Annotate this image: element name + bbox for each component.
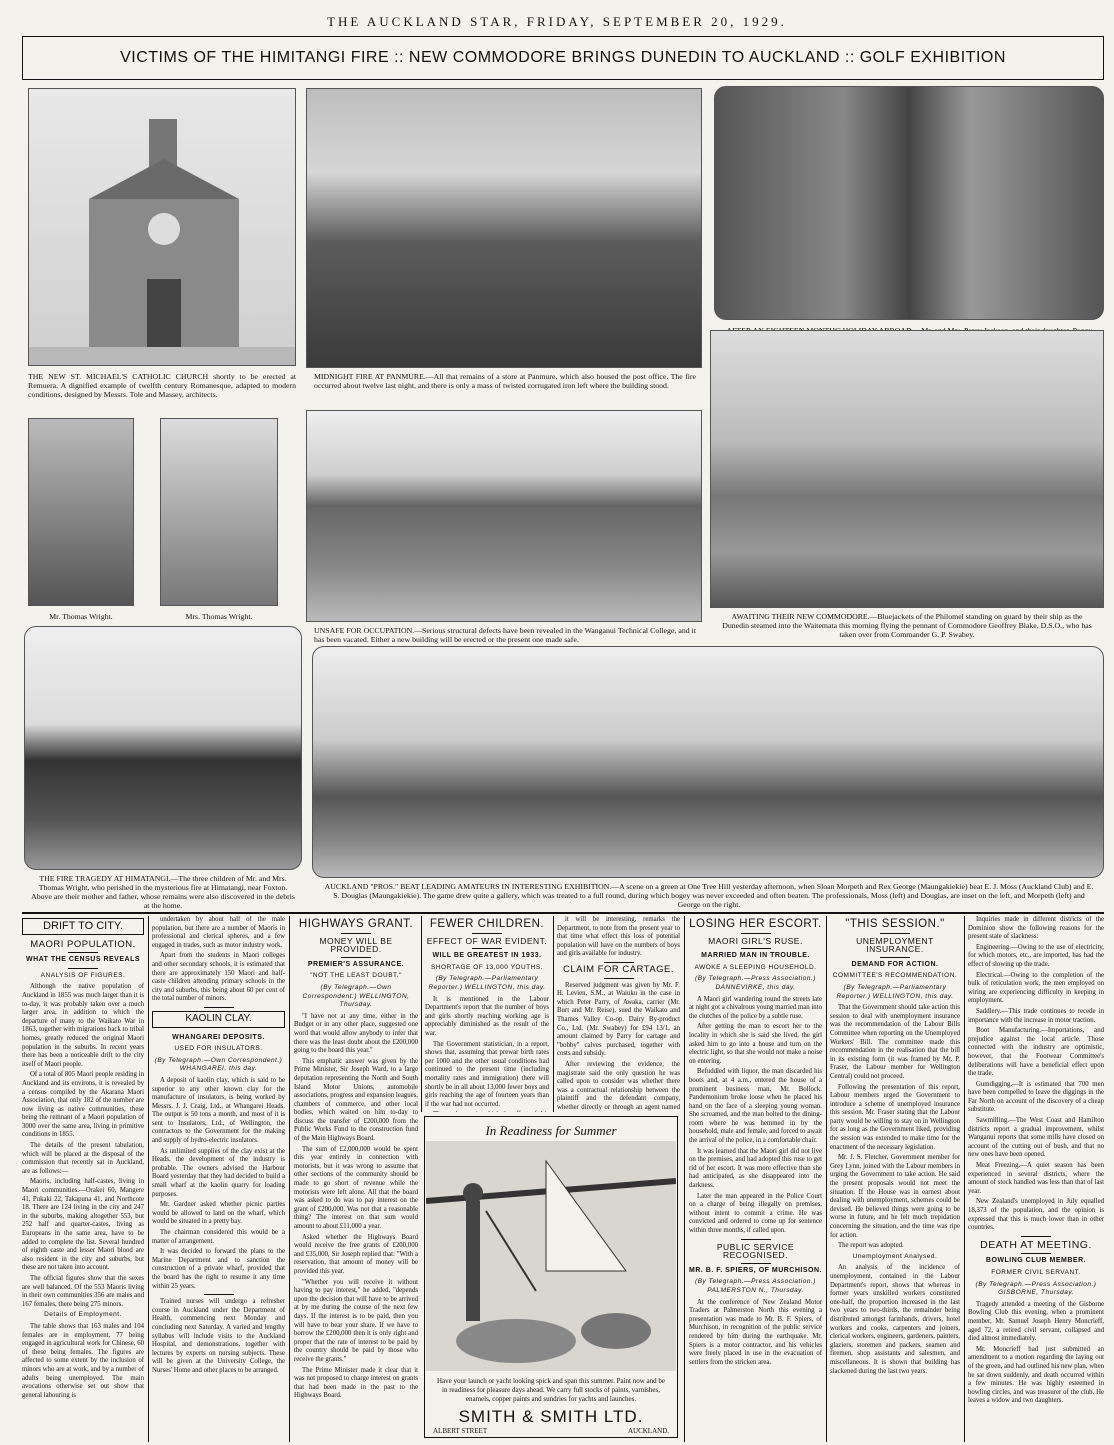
divider [341, 957, 371, 958]
dateline: (By Telegraph.—Press Association.) DANNEVIRKE, this day. [695, 975, 816, 991]
fire-ruins-photo [306, 88, 702, 368]
article-subhead: DEMAND FOR ACTION. [851, 960, 939, 968]
article-subhead: MARRIED MAN IN TROUBLE. [701, 952, 810, 960]
paragraph: A deposit of kaolin clay, which is said to be superior to any other known clay for the manufacture of insulators, is being worked by Messrs. J. J. Craig, Ltd., at Whangarei Heads. The output is 50 tons a month, and most of it is sent to Insulators, Ltd., of Wellington, the contractors to the Government for the making and supply of hydro-electric insulators. [152, 1076, 285, 1145]
paragraph: Gumdigging.—It is estimated that 700 men have been compelled to leave the diggings in the Far North on account of the discovery of a cheap substitute. [968, 1080, 1104, 1114]
article-headline: KAOLIN CLAY. [152, 1011, 285, 1028]
smith-and-smith-advertisement [424, 1116, 678, 1438]
ad-city: AUCKLAND. [627, 1427, 669, 1435]
college-caption: UNSAFE FOR OCCUPATION.—Serious structural defects have been revealed in the Wanganui Technical College, and it has been vacated. Either a new building will be erected or the present one made safe. [314, 626, 696, 644]
golf-caption: AUCKLAND "PROS." BEAT LEADING AMATEURS IN INTERESTING EXHIBITION.—A scene on a green at One Tree Hill yesterday afternoon, when Sloan Morpeth and Rex George (Maungakiekie) beat E. J. Moss (Auckland Club) and E. S. Douglas (Maungakiekie). The game drew quite a gallery, which was treated to a full round, during which bogey was never exceeded and often beaten. The professionals, Moss (left) and Douglas, are inset on the left, and Morpeth (left) and George on the right. [324, 882, 1094, 909]
dateline: (By Telegraph.—Press Association.) GISBORNE, Thursday. [975, 1280, 1097, 1297]
paragraph: At the conference of New Zealand Motor Traders at Palmerston North this evening a presentation was made to Mr. B. F. Spiers, of Murchison, in recognition of the public service rendered by him during the earthquake. Mr. Spiers is a motor contractor, and his vehicles were freely placed in use in the evacuation of settlers from the stricken area. [689, 1298, 822, 1366]
paragraph: The sum of £2,000,000 would be spent this year entirely in connection with motorists, but it was wrong to assume that other sections of the community should be made to go short of revenue while the motorists were left alone. All that the board was asked to do was to pay interest on the grant of £200,000. Was not that a reasonable thing? The interest on that sum would amount to about £11,000 a year. [294, 1145, 418, 1230]
article-losing-her-escort [689, 916, 822, 1442]
article-subhead: EFFECT OF WAR EVIDENT. [426, 935, 548, 946]
article-subhead: ANALYSIS OF FIGURES. [40, 971, 126, 979]
divider [604, 962, 634, 963]
paragraph: After getting the man to escort her to the locality in which she is said she lived, the girl asked him to go into a house and turn on the electric light, so that she would not make a noise on entering. [689, 1023, 822, 1065]
divider [68, 952, 98, 953]
divider [880, 957, 910, 958]
paragraph: The table shows that 163 males and 104 females are in employment, 77 being engaged in agricultural work for Chinese, 60 of these being females. The figures are affected to some extent by the inclusion of minors who are at work, and by a number of adults being unemployed. The main avocations otherwise set out show that general labouring is [22, 1322, 144, 1399]
paragraph: Befuddled with liquor, the man discarded his boots and, at 4 a.m., entered the house of a prominent business man, Mr. Bollock. Pandemonium broke loose when he placed his hand on the face of a sleeping young woman. She screamed, and the man bolted to the dining-room where he was hemmed in by the household, male and female, and forced to await the arrival of the police, in a comfortable chair. [689, 1068, 822, 1145]
paragraph [425, 1111, 549, 1112]
children-on-horse-photo [24, 626, 302, 870]
paragraph: It was learned that the Maori girl did not live on the premises, and had adopted this ruse to get rid of her escort. It was more effective than she had anticipated, as she disappeared into the darkness. [689, 1147, 822, 1190]
paragraph: Although the native population of Auckland in 1855 was much larger than it is to-day, it was probably taken over a much larger area, in addition to which the departure of many to the Waikato War in 1863, together with migrations back to tribal homes, greatly reduced the original Maori population in the suburbs. In recent years there has been a noticeable drift to the city itself of Maori people. [22, 983, 144, 1068]
article-headline: CLAIM FOR CARTAGE. [562, 963, 675, 975]
paragraph: A Maori girl wandering round the streets late at night got a chivalrous young married man into the clutches of the police by a subtle ruse. [689, 995, 822, 1020]
ad-brand: SMITH & SMITH LTD. [458, 1407, 644, 1426]
divider [68, 968, 98, 969]
paragraph: An analysis of the incidence of unemployment, contained in the Labour Department's report, shows that whereas in former years unskilled workers constituted one-half, the proportion increased in the last two years to two-thirds, the remainder being distributed amongst farmhands, drivers, hotel workers and cooks, carpenters and joiners, clerical workers, engineers, gardeners, painters, glaziers, storemen and packers, seamen and firemen, shop assistants and salesmen, and miscellaneous. It is shown that building has slackened during the last two years. [830, 1264, 960, 1375]
divider [741, 1263, 771, 1264]
dateline: (By Telegraph.—Own Correspondent.) WELLINGTON, Thursday. [302, 983, 410, 1009]
masthead: THE AUCKLAND STAR, FRIDAY, SEPTEMBER 20, 1929. [327, 14, 787, 29]
mr-wright-photo [28, 418, 134, 606]
paragraph: That the Government should take action this session to deal with unemployment insurance was the recommendation of the Labour Bills Committee when reporting on the Unemployed Workers' Bill. The committee made this recommendation in the realisation that the bill in its existing form (it was framed by Mr. P. Fraser, the Labour member for Wellington Central) could not proceed. [830, 1004, 960, 1080]
paragraph: Maoris, including half-castes, living in Maori communities.—Orakei 60, Mangere 41, Pukaki 22, Takapuna 41, and Northcote 18. There are 124 living in the city and 247 in the suburbs, making altogether 553, but 252 half and quarter-castes, living as Europeans in the same area, have to be added to complete the list. Several hundred of eighth caste and lesser Maori blood are also resident in the city and suburbs, but these are not taken into account. [22, 1178, 144, 1272]
article-headline: FEWER CHILDREN. [429, 918, 545, 930]
column-rule [421, 916, 422, 1112]
dunedin-ship-photo [710, 330, 1104, 608]
divider [741, 948, 771, 949]
column-rule [148, 916, 149, 1442]
paragraph: The report was adopted. [838, 1242, 904, 1250]
paragraph: Electrical.—Owing to the completion of the bulk of reticulation work, the men employed on wiring are experiencing difficulty in keeping in employment. [968, 971, 1104, 1005]
horse-caption: THE FIRE TRAGEDY AT HIMATANGI.—The three children of Mr. and Mrs. Thomas Wright, who perished in the mysterious fire at Himatangi, near Foxton. Above are their mother and father, whose remains were also discovered in the debris at the home. [31, 874, 295, 910]
divider [472, 948, 502, 949]
paragraph: Boot Manufacturing.—Importations, and prejudice against the local article. Those connected with the industry are optimistic, however, that the Footwear Committee's deliberations will have a beneficial effect upon the trade. [968, 1027, 1104, 1078]
article-kaolin-clay [152, 916, 285, 1442]
divider [741, 933, 771, 934]
article-subhead: SHORTAGE OF 13,000 YOUTHS. [431, 963, 543, 971]
article-headline: LOSING HER ESCORT. [689, 918, 822, 930]
article-subhead: PREMIER'S ASSURANCE. [307, 960, 405, 968]
paragraph: Sawmilling.—The West Coast and Hamilton districts report a gradual improvement, whilst Wanganui reports that some mills have closed on account of the cutting out of bush, and that no new ones have been opened. [968, 1117, 1104, 1159]
church-photo [28, 88, 296, 366]
ship-caption: AWAITING THEIR NEW COMMODORE.—Bluejackets of the Philomel standing on guard by their ship as the Dunedin steamed into the Waitemata this morning flying the pennant of Commodore Geoffrey Blake, D.S.O., who has taken over from Commander G. P. Swabey. [722, 612, 1092, 639]
church-caption: THE NEW ST. MICHAEL'S CATHOLIC CHURCH shortly to be erected at Remuera. A dignified example of twelfth century Romanesque, adapted to modern conditions, designed by Messrs. Tole and Massey, architects. [28, 372, 296, 399]
article-subhead: USED FOR INSULATORS. [174, 1045, 263, 1053]
paragraph: Mr. J. S. Fletcher, Government member for Grey Lynn, joined with the Labour members in urging the Government to take action. He said the present proposals would not meet the situation. If the House was in earnest about dealing with unemployment, schemes could be devised. He believed things were going to be worse in future, and he felt much trepidation concerning the situation, and the time was ripe for action. [830, 1154, 960, 1239]
paragraph: Saddlery.—This trade continues to recede in importance with the increase in motor traction. [968, 1007, 1104, 1024]
paragraph: it will be interesting, remarks the Department, to note from the present year to that time what effect this loss of potential population will have on the numbers of boys and girls available for industry. [557, 916, 680, 958]
column-rule [553, 916, 554, 1112]
paragraph: Mr. Gardner asked whether picnic parties would be allowed to land on the wharf, which would be situated in a pretty bay. [152, 1201, 285, 1226]
college-photo [306, 410, 702, 622]
paragraph: The details of the present tabulation, which will be placed at the disposal of the commission that recently sat in Auckland, are as follows:— [22, 1142, 144, 1175]
article-subhead: Details of Employment. [44, 1311, 122, 1319]
mr-wright-caption: Mr. Thomas Wright. [49, 612, 113, 621]
paragraph: As unlimited supplies of the clay exist at the Heads, the development of the industry is probable. The owners advised the Harbour Board yesterday that they had decided to build a small wharf at the kaolin quarry for loading purposes. [152, 1147, 285, 1198]
paragraph: Apart from the students in Maori colleges and other secondary schools, it is estimated that there are approximately 150 Maori and half-caste children attending primary schools in the city and suburbs, this being about 60 per cent of the total number of minors. [152, 952, 285, 1003]
paragraph: Later the man appeared in the Police Court on a charge of being illegally on premises, without intent to commit a crime. He was convicted and ordered to come up for sentence within three months, if called upon. [689, 1192, 822, 1234]
paragraph: New Zealand's unemployed in July equalled 18,373 of the population, and the opinion is expressed that this is much lower than in other countries. [968, 1198, 1104, 1232]
dateline: (By Telegraph.—Own Correspondent.) WHANGAREI, this day. [154, 1056, 283, 1073]
article-headline: DEATH AT MEETING. [980, 1238, 1092, 1251]
paragraph: undertaken by about half of the male population, but there are a number of Maoris in professional and clerical spheres, and a few engaged in trades, such as motor industry work. [152, 916, 285, 949]
golf-exhibition-photo [312, 646, 1104, 878]
column-rule [826, 916, 827, 1442]
dateline: (By Telegraph.—Parliamentary Reporter.) WELLINGTON, this day. [836, 983, 954, 1000]
divider [204, 1294, 234, 1295]
article-this-session [830, 916, 960, 1442]
article-headline: PUBLIC SERVICE RECOGNISED. [716, 1241, 795, 1261]
ad-street: ALBERT STREET [433, 1427, 488, 1435]
divider [741, 1239, 771, 1240]
article-drift-to-city [22, 916, 144, 1442]
article-subhead: WHANGAREI DEPOSITS. [172, 1033, 265, 1041]
article-subhead: WILL BE GREATEST IN 1933. [432, 952, 542, 960]
column-rule [684, 916, 685, 1442]
divider [472, 933, 502, 934]
dateline: (By Telegraph.—Press Association.) PALMERSTON N., Thursday. [695, 1278, 816, 1294]
column-rule [964, 916, 965, 1442]
paragraph: This emphatic answer was given by the Prime Minister, Sir Joseph Ward, to a large deputation representing the North and South Island Motor Unions, automobile associations, progress and expansion leagues, chambers of commerce, and other local bodies, which waited on him to-day to discuss the transfer of £200,000 from the Public Works Fund to the construction fund of the Main Highways Board. [294, 1057, 418, 1143]
paragraph: It was decided to forward the plans to the Marine Department and to sanction the construction of a private wharf, provided that the board has the right to resume it any time within 25 years. [152, 1248, 285, 1290]
article-death-at-meeting [968, 916, 1104, 1442]
mrs-wright-photo [160, 418, 278, 606]
paragraph: Meat Freezing.—A quiet season has been experienced in several districts, where the amount of stock handled was less than that of last year. [968, 1162, 1104, 1195]
article-headline: DRIFT TO CITY. [22, 918, 144, 935]
column-rule [289, 916, 290, 1442]
article-subhead: WHAT THE CENSUS REVEALS [25, 956, 141, 964]
ad-body: Have your launch or yacht looking spick and span this summer. Paint now and be in readiness for pleasure days ahead. We carry full stocks of paints, varnishes, enamels, copper paints and sundries for yachts and launches. [436, 1377, 666, 1403]
article-subhead: UNEMPLOYMENT INSURANCE. [856, 935, 934, 955]
paragraph: After reviewing the evidence, the magistrate said the only question he was called upon to consider was whether there was a contractual relationship between the plaintiff and the defendant company, whether directly or through an agent named [557, 1060, 680, 1111]
paragraph: Of a total of 805 Maori people residing in Auckland and its environs, it is revealed by a census compiled by the Akarana Maori Association, that only 182 of the number are now living as native communities, these being the remnant of a Maori population of 3000 over the same area, living in primitive conditions in 1855. [22, 1071, 144, 1139]
ad-title: In Readiness for Summer [485, 1123, 617, 1138]
divider [204, 1007, 234, 1008]
article-headline: HIGHWAYS GRANT. [298, 918, 414, 930]
article-subhead: FORMER CIVIL SERVANT. [991, 1268, 1081, 1276]
article-subhead: MAORI GIRL'S RUSE. [708, 935, 803, 946]
paragraph: "I have not at any time, either in the Budget or in any other place, suggested one word that would allow anybody to infer that there was the least doubt about the £200,000 going to the board this year." [294, 1012, 418, 1055]
divider [1021, 1253, 1051, 1254]
divider [1021, 1236, 1051, 1237]
mrs-wright-caption: Mrs. Thomas Wright. [185, 612, 253, 621]
church-illustration [29, 89, 296, 366]
paragraph: "Whether you will receive it without having to pay interest," he added, "depends upon the decision that will have to be arrived at by me during the course of the next few days. If the interest is to be paid, then you will have to bear your share. If we have to borrow the £200,000 then it is only right and proper that the rate of interest to be paid by the country should be paid by those who receive the grants." [294, 1278, 418, 1363]
jackson-family-photo [714, 86, 1104, 320]
article-subhead: AWOKE A SLEEPING HOUSEHOLD. [694, 963, 817, 971]
section-rule [22, 912, 1104, 914]
article-headline: "THIS SESSION." [845, 918, 945, 930]
paragraph: The official figures show that the sexes are well balanced. Of the 553 Maoris living in their own communities 356 are males and 167 females, there being 275 minors. [22, 1274, 144, 1308]
paragraph: The chairman considered this would be a matter of arrangement. [152, 1229, 285, 1245]
page-banner: VICTIMS OF THE HIMITANGI FIRE :: NEW COMMODORE BRINGS DUNEDIN TO AUCKLAND :: GOLF EXHIBITION [22, 36, 1104, 80]
paragraph: Following the presentation of this report, Labour members urged the Government to introduce a scheme of unemployed insurance this session. Mr. Fraser stating that the Labour party would be willing to stay on in Wellington for as long as the Government liked, providing the session was extended to make time for the enactment of the necessary legislation. [830, 1083, 960, 1151]
paragraph: Tragedy attended a meeting of the Gisborne Bowling Club this evening, when a prominent member, Mr. Samuel Joseph Henry Moncrieff, aged 72, a retired civil servant, collapsed and died almost immediately. [968, 1300, 1104, 1343]
fire-caption: MIDNIGHT FIRE AT PANMURE.—All that remains of a store at Panmure, which also housed the post office. The fire occurred about twelve last night, and there is only a mass of twisted corrugated iron left where the building stood. [314, 372, 696, 390]
paragraph: The Prime Minister made it clear that it was not proposed to charge interest on grants that had been made in the past to the Highways Board. [294, 1366, 418, 1400]
article-subhead: BOWLING CLUB MEMBER. [985, 1257, 1087, 1265]
dateline: (By Telegraph.—Parliamentary Reporter.) WELLINGTON, this day. [428, 975, 546, 991]
article-highways-grant [294, 916, 418, 1442]
article-subhead: MONEY WILL BE PROVIDED. [319, 935, 393, 955]
article-subhead: MAORI POPULATION. [30, 938, 136, 950]
article-fewer-children [425, 916, 549, 1112]
article-subhead: Unemployment Analysed. [852, 1252, 938, 1260]
divider [341, 933, 371, 934]
paragraph: The Government statistician, in a report, shows that, assuming that prewar birth rates per 1000 and the other usual conditions had continued to the present time (including mortality rates and immigration) there will shortly be in all about 13,000 fewer boys and girls reaching the age of fourteen years than if the war had not occurred. [425, 1040, 549, 1108]
divider [604, 978, 634, 979]
paragraph: Trained nurses will undergo a refresher course in Auckland under the Department of Health, commencing next Monday and concluding next Saturday. A varied and lengthy syllabus will include visits to the Auckland Hospital, and demonstrations, together with lectures by experts on nursing subjects. These will be given at the University College, the Nurses' Home and other places to be arranged. [152, 1298, 285, 1374]
article-subhead: "NOT THE LEAST DOUBT." [310, 972, 402, 980]
paragraph: Inquiries made in different districts of the Dominion show the following reasons for the present state of slackness: [968, 916, 1104, 941]
paragraph: Mr. Moncrieff had just submitted an amendment to a motion regarding the laying out of the green, and had outlined his new plan, when he sat down suddenly, and death occurred within a few minutes. He was highly esteemed in bowling circles, and was treasurer of the club. He leaves a widow and two daughters. [968, 1345, 1104, 1405]
article-claim-for-cartage [557, 916, 680, 1112]
yacht-illustration [426, 1141, 676, 1371]
divider [880, 933, 910, 934]
article-subhead: MR. B. F. SPIERS, OF MURCHISON. [689, 1266, 822, 1274]
paragraph: It is mentioned in the Labour Department's report that the number of boys and girls shortly reaching working age is appreciably diminished as the result of the war. [425, 995, 549, 1037]
paragraph: Reserved judgment was given by Mr. F. H. Levien, S.M., at Waiuku in the case in which Peter Parry, of Awaka, carrier (Mr. Burt and Mr. Reise), sued the Waikato and Thames Valley Co-op. Dairy By-product Co., Ltd. (Mr. Swabey) for £94 13/1, an amount claimed by Parry for cartage and "bobby" calves purchased, together with costs and subsidy. [557, 981, 680, 1058]
article-subhead: COMMITTEE'S RECOMMENDATION. [832, 972, 958, 980]
paragraph: Engineering.—Owing to the use of electricity, for which motors, etc., are imported, has had the effect of slowing up the trade. [968, 943, 1104, 968]
paragraph: Asked whether the Highways Board would receive the free grants of £200,000 and £35,000, Sir Joseph replied that: "With a reservation, that amount of money will be provided this year. [294, 1233, 418, 1275]
